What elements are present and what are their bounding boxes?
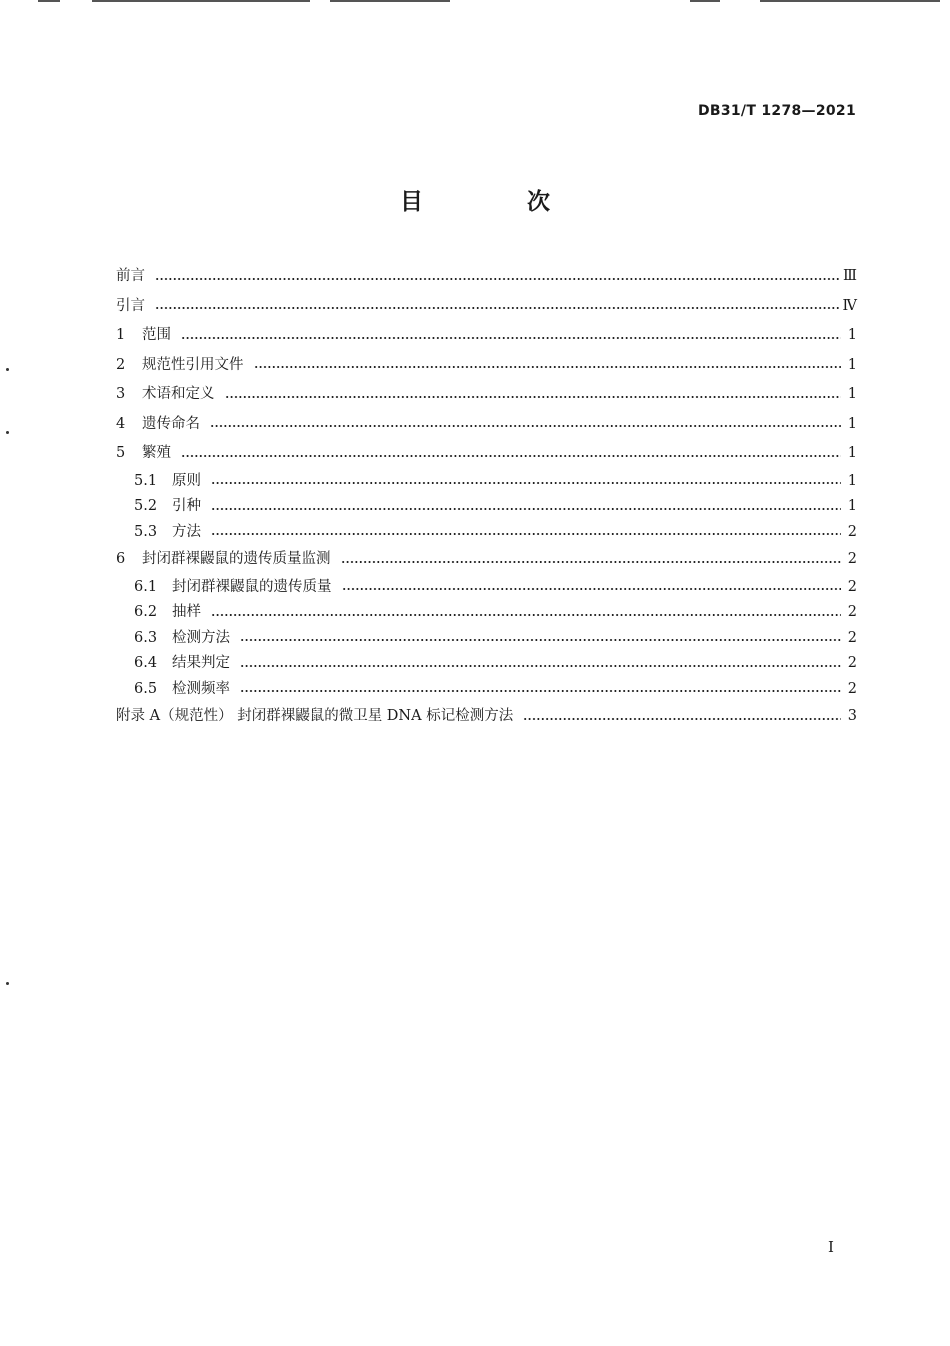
- toc-entry-label: 术语和定义: [142, 386, 215, 402]
- toc-entry-number: 3: [116, 386, 126, 402]
- toc-entry-page: 1: [847, 415, 857, 432]
- toc-dot-leader: [225, 396, 842, 398]
- toc-entry[interactable]: [116, 439, 857, 469]
- toc-entry-label: 原则: [172, 472, 201, 489]
- toc-entry[interactable]: [116, 575, 857, 601]
- toc-entry-number: 5: [116, 445, 126, 461]
- page-title: 目 次: [399, 189, 598, 215]
- toc-entry-page: 3: [847, 708, 857, 724]
- toc-entry[interactable]: [116, 469, 857, 495]
- toc-dot-leader: [211, 482, 841, 484]
- toc-entry[interactable]: [116, 626, 857, 652]
- toc-entry-label: 附录 A（规范性） 封闭群裸鼹鼠的微卫星 DNA 标记检测方法: [116, 708, 514, 724]
- toc-entry-page: 1: [847, 445, 857, 461]
- toc-entry-page: 2: [847, 604, 857, 620]
- scan-speck: [6, 982, 9, 985]
- scan-edge-mark: [330, 0, 450, 2]
- toc-entry-label: 前言: [116, 268, 145, 284]
- toc-entry-number: 1: [116, 327, 126, 343]
- toc-entry-number: 6.1: [134, 578, 158, 595]
- scan-speck: [6, 368, 9, 371]
- toc-entry-label: 检测方法: [172, 629, 230, 646]
- toc-entry-page: 2: [847, 578, 857, 595]
- page-number: I: [828, 1238, 834, 1256]
- toc-dot-leader: [211, 508, 841, 510]
- toc-entry[interactable]: [116, 351, 857, 381]
- toc-entry[interactable]: [116, 651, 857, 677]
- scan-speck: [6, 431, 9, 434]
- toc-entry-number: 5.3: [134, 523, 158, 540]
- toc-entry[interactable]: [116, 292, 857, 322]
- toc-dot-leader: [240, 639, 841, 641]
- toc-entry-label: 遗传命名: [142, 415, 200, 432]
- toc-entry[interactable]: [116, 262, 857, 292]
- toc-dot-leader: [342, 588, 842, 590]
- toc-entry-page: 1: [847, 386, 857, 402]
- toc-dot-leader: [240, 690, 841, 692]
- toc-dot-leader: [181, 455, 841, 457]
- table-of-contents: [116, 262, 857, 732]
- toc-entry-label: 引种: [172, 498, 201, 514]
- scan-edge-mark: [760, 0, 940, 2]
- toc-entry-number: 6.4: [134, 655, 158, 671]
- toc-entry-label: 引言: [116, 297, 145, 314]
- toc-entry[interactable]: [116, 380, 857, 410]
- toc-entry-label: 检测频率: [172, 680, 230, 697]
- toc-entry-page: 2: [847, 551, 857, 567]
- toc-entry-number: 4: [116, 415, 126, 432]
- toc-dot-leader: [211, 614, 841, 616]
- toc-entry-page: 2: [847, 629, 857, 646]
- toc-entry-number: 2: [116, 356, 126, 373]
- document-code: DB31/T 1278—2021: [697, 103, 856, 119]
- toc-dot-leader: [254, 366, 842, 368]
- toc-entry-label: 规范性引用文件: [142, 356, 244, 373]
- toc-entry-label: 封闭群裸鼹鼠的遗传质量: [172, 578, 332, 595]
- toc-entry-page: 2: [847, 655, 857, 671]
- toc-entry-number: 6.2: [134, 604, 158, 620]
- toc-entry-page: Ⅳ: [842, 297, 857, 314]
- toc-dot-leader: [210, 425, 841, 427]
- toc-entry-label: 繁殖: [142, 445, 171, 461]
- toc-entry[interactable]: [116, 702, 857, 732]
- scan-edge-mark: [92, 0, 310, 2]
- toc-dot-leader: [155, 278, 839, 280]
- toc-dot-leader: [181, 337, 841, 339]
- toc-entry[interactable]: [116, 600, 857, 626]
- toc-dot-leader: [211, 533, 841, 535]
- toc-entry-label: 抽样: [172, 604, 201, 620]
- toc-dot-leader: [341, 561, 842, 563]
- toc-dot-leader: [523, 718, 841, 720]
- scan-edge-mark: [38, 0, 60, 2]
- toc-entry-number: 5.1: [134, 472, 158, 489]
- toc-entry-number: 6: [116, 551, 126, 567]
- toc-entry-number: 6.3: [134, 629, 158, 646]
- toc-entry-label: 方法: [172, 523, 201, 540]
- toc-entry[interactable]: [116, 677, 857, 703]
- toc-entry-page: 1: [847, 327, 857, 343]
- toc-entry-page: 2: [847, 680, 857, 697]
- toc-entry-label: 结果判定: [172, 655, 230, 671]
- toc-entry[interactable]: [116, 321, 857, 351]
- toc-entry[interactable]: [116, 494, 857, 520]
- toc-entry-number: 6.5: [134, 680, 158, 697]
- toc-entry-page: 1: [847, 356, 857, 373]
- toc-entry-number: 5.2: [134, 498, 158, 514]
- toc-entry[interactable]: [116, 520, 857, 546]
- toc-entry-label: 范围: [142, 327, 171, 343]
- toc-dot-leader: [240, 665, 841, 667]
- toc-dot-leader: [155, 307, 839, 309]
- toc-entry-page: 1: [847, 472, 857, 489]
- toc-entry-label: 封闭群裸鼹鼠的遗传质量监测: [142, 551, 331, 567]
- toc-entry-page: 1: [847, 498, 857, 514]
- toc-entry-page: 2: [847, 523, 857, 540]
- scan-edge-mark: [690, 0, 720, 2]
- toc-entry-page: Ⅲ: [843, 268, 857, 284]
- toc-entry[interactable]: [116, 545, 857, 575]
- toc-entry[interactable]: [116, 410, 857, 440]
